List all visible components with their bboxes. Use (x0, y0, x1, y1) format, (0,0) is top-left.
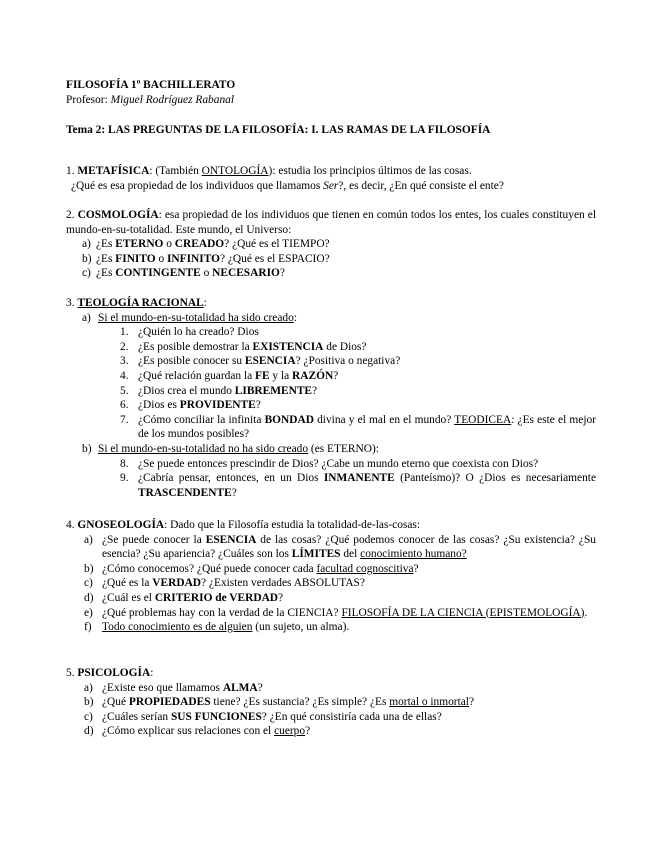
text-span: TRASCENDENTE (138, 486, 232, 499)
text-span: NECESARIO (212, 267, 280, 280)
text-span: 2. (120, 340, 129, 353)
text-span: : Dado que la Filosofía estudia la totalidad-de-las-cosas: (164, 519, 421, 531)
text-span: ? ¿Qué es el ESPACIO? (219, 252, 330, 265)
text-span: ¿Cómo conciliar la infinita (138, 413, 265, 426)
list-item (66, 442, 596, 457)
text-span: ESENCIA (244, 355, 296, 368)
text-span: 4. (66, 519, 78, 531)
text-span: mortal o inmortal (389, 696, 469, 709)
text-span: SUS FUNCIONES (170, 710, 262, 723)
text-span: o (155, 252, 167, 265)
text-span: ¿Es posible conocer su (138, 355, 245, 368)
section-metafisica (66, 164, 596, 193)
text-span: Profesor: (66, 93, 111, 106)
text-span: o (163, 238, 175, 251)
list-item (66, 681, 596, 696)
list-item (66, 354, 596, 369)
text-span: Ser (323, 179, 339, 192)
text-span: ¿Es (96, 267, 116, 280)
text-span: ESENCIA (205, 533, 257, 546)
text-span: COSMOLOGÍA (77, 209, 159, 221)
text-span: 3. (120, 355, 129, 368)
text-span: ¿Es (96, 238, 116, 251)
text-span: conocimiento humano? (360, 548, 467, 561)
text-span: ¿Se puede entonces prescindir de Dios? ¿Cabe un mundo eterno que coexista con Dios? (138, 457, 539, 470)
text-span: 1. (66, 165, 78, 177)
text-span: d) (84, 591, 94, 604)
document-header (66, 78, 596, 107)
text-span: ¿Cabría pensar, entonces, en un Dios (138, 472, 324, 485)
text-span: 9. (120, 472, 129, 485)
list-item (66, 606, 596, 621)
list-item (66, 620, 596, 635)
text-span: VERDAD (152, 577, 202, 590)
text-span: ¿Existe eso que llamamos (102, 681, 223, 694)
section-psicologia (66, 666, 596, 739)
text-span: ¿Cómo conocemos? ¿Qué puede conocer cada (102, 562, 317, 575)
text-span: ? (305, 725, 311, 738)
text-span: PROPIEDADES (128, 696, 211, 709)
section-gnoseologia (66, 518, 596, 635)
list-item (66, 533, 596, 562)
text-span: . (584, 606, 588, 619)
text-span: Si el mundo-en-su-totalidad no ha sido creado (98, 442, 309, 455)
text-span: ? (279, 267, 285, 280)
text-span: FE (255, 369, 270, 382)
text-span: ? ¿En qué consistiría cada una de ellas? (261, 710, 442, 723)
text-span: ? ¿Qué es el TIEMPO? (224, 238, 330, 251)
text-span: ¿Qué problemas hay con la verdad de la CIENCIA? (102, 606, 342, 619)
text-span: BONDAD (264, 413, 314, 426)
text-span: CONTINGENTE (115, 267, 201, 280)
text-span: ? (231, 486, 237, 499)
text-span: FILOSOFÍA DE LA CIENCIA (EPISTEMOLOGÍA) (341, 606, 585, 619)
text-span: RAZÓN (292, 369, 334, 382)
list-item (66, 311, 596, 326)
text-span: ¿Cómo explicar sus relaciones con el (102, 725, 275, 738)
text-span: c) (82, 267, 91, 280)
text-span: : (293, 311, 297, 324)
list-item (66, 724, 596, 739)
list-item (66, 237, 596, 252)
text-span: y la (269, 369, 293, 382)
text-span: a) (82, 311, 91, 324)
text-span: 8. (120, 457, 129, 470)
text-span: ¿Quién lo ha creado? Dios (138, 326, 259, 339)
text-span: ¿Qué es esa propiedad de los individuos que llamamos (71, 179, 324, 192)
text-span: f) (84, 621, 92, 634)
text-span: (es ETERNO): (308, 442, 379, 455)
text-span: EXISTENCIA (252, 340, 324, 353)
list-item (66, 325, 596, 340)
list-item (66, 591, 596, 606)
text-span: INMANENTE (323, 472, 395, 485)
text-span: : (150, 667, 154, 679)
text-span: ? (333, 369, 339, 382)
text-span: ? ¿Existen verdades ABSOLUTAS? (201, 577, 365, 590)
text-span: Si el mundo-en-su-totalidad ha sido creado (98, 311, 294, 324)
text-span: ETERNO (115, 238, 164, 251)
text-span: ): estudia los principios últimos de las cosas. (268, 165, 472, 177)
text-span: b) (82, 442, 92, 455)
text-span: a) (84, 681, 93, 694)
text-span: divina y el mal en el mundo? (313, 413, 455, 426)
topic-heading (66, 123, 596, 138)
list-item (66, 562, 596, 577)
text-span: : ¿Es este el mejor de los mundos posibles? (138, 413, 596, 441)
list-item (66, 695, 596, 710)
list-item (66, 576, 596, 591)
text-span: LÍMITES (291, 548, 341, 561)
text-span: cuerpo (274, 725, 306, 738)
text-span: 6. (120, 399, 129, 412)
text-span: TEODICEA (454, 413, 512, 426)
text-span: METAFÍSICA (77, 165, 150, 177)
teacher-name: Miguel Rodríguez Rabanal (110, 93, 234, 106)
text-span: CRITERIO de VERDAD (154, 591, 279, 604)
text-span: ¿Cuáles serían (102, 710, 171, 723)
text-span: 1. (120, 326, 129, 339)
list-item (66, 266, 596, 281)
text-span: b) (84, 562, 94, 575)
text-span: tiene? ¿Es sustancia? ¿Es simple? ¿Es (210, 696, 390, 709)
text-span: a) (82, 238, 91, 251)
course-title: FILOSOFÍA 1º BACHILLERATO (66, 79, 236, 91)
text-span: ¿Es posible demostrar la (138, 340, 253, 353)
text-span: ? (255, 399, 261, 412)
text-span: GNOSEOLOGÍA (77, 519, 165, 531)
list-item (66, 710, 596, 725)
text-span: ? (468, 696, 475, 709)
list-item (66, 384, 596, 399)
text-span: ? (257, 681, 263, 694)
text-span: ? (413, 562, 419, 575)
section-cosmologia (66, 208, 596, 281)
text-span: b) (82, 252, 92, 265)
text-span: c) (84, 710, 93, 723)
text-span: ? (312, 384, 318, 397)
text-span: a) (84, 533, 93, 546)
text-span: ¿Dios crea el mundo (138, 384, 235, 397)
text-span: (un sujeto, un alma). (252, 621, 350, 634)
text-span: ALMA (222, 681, 258, 694)
text-span: Tema 2: LAS PREGUNTAS DE LA FILOSOFÍA: I. LAS RAMAS DE LA FILOSOFÍA (66, 124, 491, 136)
teacher-line (66, 93, 596, 108)
text-span: CREADO (174, 238, 225, 251)
text-span: ¿Qué (102, 696, 129, 709)
list-item (66, 457, 596, 472)
text-span: ? ¿Positiva o negativa? (295, 355, 401, 368)
text-span: : (203, 297, 207, 309)
text-span: e) (84, 606, 93, 619)
text-span: 3. (66, 297, 78, 309)
text-span: ¿Cuál es el (102, 591, 155, 604)
text-span: 5. (66, 667, 78, 679)
text-span: INFINITO (167, 252, 220, 265)
text-span: de Dios? (323, 340, 367, 353)
text-span: ONTOLOGÍA (201, 165, 269, 177)
text-span: PSICOLOGÍA (77, 667, 151, 679)
list-item (66, 413, 596, 442)
text-span: : esa propiedad de los individuos que tienen en común todos los entes, los cuales constituyen el mundo-en-su-totalidad. Este mundo, el Universo: (66, 209, 596, 236)
text-span: d) (84, 725, 94, 738)
text-span: 5. (120, 384, 129, 397)
text-span: Todo conocimiento es de alguien (102, 621, 253, 634)
text-span: TEOLOGÍA RACIONAL (77, 297, 204, 309)
text-span: ¿Dios es (138, 399, 180, 412)
text-span: ?, es decir, ¿En qué consiste el ente? (338, 179, 504, 192)
text-span: 7. (120, 413, 129, 426)
text-span: facultad cognoscitiva (316, 562, 414, 575)
list-item (66, 369, 596, 384)
text-span: 4. (120, 369, 129, 382)
text-span: o (200, 267, 213, 280)
text-span: ? (278, 591, 284, 604)
list-item (66, 252, 596, 267)
text-span: ¿Se puede conocer la (102, 533, 206, 546)
list-item (66, 340, 596, 355)
text-span: PROVIDENTE (179, 399, 256, 412)
section-teologia (66, 296, 596, 500)
text-span: c) (84, 577, 93, 590)
text-span: ¿Qué relación guardan la (138, 369, 256, 382)
text-span: : (También (149, 165, 202, 177)
text-span: FINITO (115, 252, 156, 265)
text-span: de las cosas? ¿Qué podemos conocer de las cosas? ¿Su existencia? ¿Su esencia? ¿Su apariencia? ¿Cuáles son los (102, 533, 596, 561)
text-span: ¿Es (96, 252, 116, 265)
text-span: 2. (66, 209, 78, 221)
list-item (66, 471, 596, 500)
text-span: (Panteísmo)? O ¿Dios es necesariamente (394, 472, 596, 485)
text-span: del (340, 548, 361, 561)
text-span: b) (84, 696, 94, 709)
text-span: LIBREMENTE (234, 384, 313, 397)
text-span: ¿Qué es la (102, 577, 153, 590)
list-item (66, 398, 596, 413)
